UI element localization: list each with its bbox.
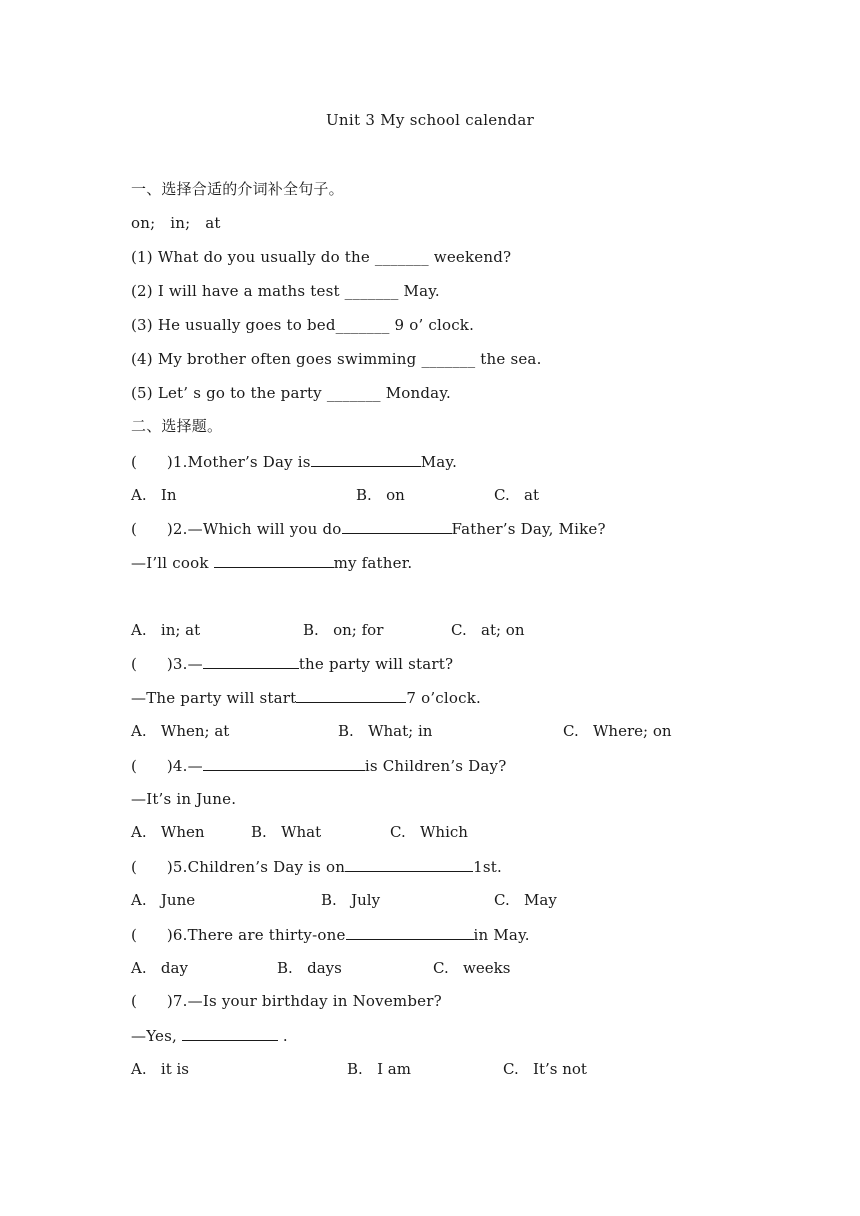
item-text: (5) Let’ s go to the party	[131, 384, 327, 402]
option-b: B. on	[356, 486, 405, 504]
item-text: weekend?	[428, 248, 512, 266]
question-stem: 1st.	[473, 858, 502, 876]
item-text: 9 o’ clock.	[389, 316, 475, 334]
item-text: Monday.	[380, 384, 451, 402]
item-blank: _______	[335, 316, 390, 334]
question-stem: ( )2.—Which will you do	[131, 520, 342, 538]
question-2-reply	[131, 552, 412, 573]
option-c: C. at; on	[451, 621, 525, 639]
item-text: (2) I will have a maths test	[131, 282, 345, 300]
option-c: C. It’s not	[503, 1060, 587, 1078]
option-a: A. When	[131, 823, 205, 841]
option-a: A. in; at	[131, 621, 201, 639]
option-a: A. day	[131, 959, 188, 977]
question-stem: ( )1.Mother’s Day is	[131, 453, 311, 471]
option-b: B. What	[251, 823, 322, 841]
question-1	[131, 451, 457, 472]
option-b: B. What; in	[338, 722, 433, 740]
item-text: (1) What do you usually do the	[131, 248, 375, 266]
option-c: C. May	[494, 891, 557, 909]
fill-item-4	[131, 349, 542, 369]
section1-heading: 一、选择合适的介词补全句子。	[131, 180, 344, 198]
question-7: ( )7.—Is your birthday in November?	[131, 992, 442, 1010]
fill-item-5	[131, 383, 451, 403]
option-a: A. it is	[131, 1060, 189, 1078]
word-bank: on; in; at	[131, 214, 221, 232]
question-stem: ( )4.—	[131, 757, 203, 775]
question-stem: ( )3.—	[131, 655, 203, 673]
reply-text: 7 o’clock.	[406, 689, 481, 707]
option-b: B. I am	[347, 1060, 411, 1078]
fill-item-2	[131, 281, 440, 301]
question-2	[131, 518, 606, 539]
reply-text: my father.	[333, 554, 413, 572]
answer-blank	[203, 653, 299, 669]
option-a: A. June	[131, 891, 196, 909]
question-6	[131, 924, 530, 945]
question-stem: is Children’s Day?	[364, 757, 507, 775]
answer-blank	[311, 451, 421, 467]
question-3-reply	[131, 687, 481, 708]
item-text: the sea.	[475, 350, 542, 368]
item-blank: _______	[344, 282, 399, 300]
option-b: B. days	[277, 959, 342, 977]
option-a: A. In	[131, 486, 177, 504]
reply-text: .	[277, 1027, 288, 1045]
answer-blank	[214, 552, 334, 568]
question-stem: Father’s Day, Mike?	[451, 520, 606, 538]
item-text: (4) My brother often goes swimming	[131, 350, 422, 368]
option-c: C. weeks	[433, 959, 511, 977]
page-title: Unit 3 My school calendar	[325, 111, 535, 129]
reply-text: —I’ll cook	[131, 554, 214, 572]
question-7-reply	[131, 1025, 288, 1046]
question-stem: the party will start?	[298, 655, 454, 673]
fill-item-3	[131, 315, 474, 335]
answer-blank	[346, 924, 474, 940]
item-text: May.	[398, 282, 440, 300]
option-b: B. July	[321, 891, 381, 909]
option-c: C. Which	[390, 823, 468, 841]
reply-text: —Yes,	[131, 1027, 182, 1045]
option-c: C. at	[494, 486, 539, 504]
item-blank: _______	[421, 350, 476, 368]
option-b: B. on; for	[303, 621, 384, 639]
answer-blank	[203, 755, 365, 771]
answer-blank	[345, 856, 473, 872]
question-3	[131, 653, 453, 674]
section2-heading: 二、选择题。	[131, 417, 223, 435]
answer-blank	[296, 687, 406, 703]
question-stem: ( )5.Children’s Day is on	[131, 858, 346, 876]
answer-blank	[182, 1025, 278, 1041]
question-4-reply: —It’s in June.	[131, 790, 237, 808]
answer-blank	[342, 518, 452, 534]
question-4	[131, 755, 506, 776]
reply-text: —The party will start	[131, 689, 297, 707]
option-a: A. When; at	[131, 722, 230, 740]
question-5	[131, 856, 502, 877]
fill-item-1	[131, 247, 511, 267]
item-blank: _______	[374, 248, 429, 266]
item-blank: _______	[326, 384, 381, 402]
question-stem: ( )6.There are thirty-one	[131, 926, 346, 944]
item-text: (3) He usually goes to bed	[131, 316, 336, 334]
question-stem: May.	[420, 453, 458, 471]
question-stem: in May.	[473, 926, 530, 944]
option-c: C. Where; on	[563, 722, 672, 740]
